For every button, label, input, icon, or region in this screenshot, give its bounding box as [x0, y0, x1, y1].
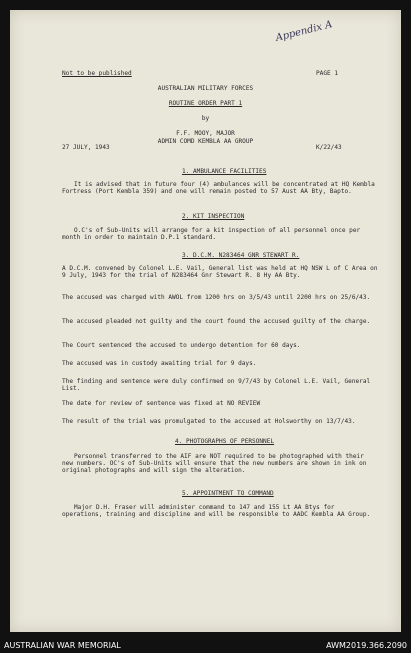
- archive-reference: AWM2019.366.2090: [326, 641, 407, 650]
- section-heading: 1. AMBULANCE FACILITIES: [182, 168, 267, 175]
- section-heading: 4. PHOTOGRAPHS OF PERSONNEL: [175, 438, 275, 445]
- section-paragraph: The date for review of sentence was fixed at NO REVIEW: [62, 400, 261, 407]
- section-paragraph: It is advised that in future four (4) ambulances will be concentrated at HQ Kembla Fortress (Port Kembla 359) and one will remain posted to 57 Aust AA Bty, Bapto.: [62, 181, 375, 196]
- handwritten-annotation: Appendix A: [274, 19, 334, 44]
- archive-footer: [0, 639, 411, 653]
- archive-name: AUSTRALIAN WAR MEMORIAL: [4, 641, 121, 650]
- section-paragraph: O.C's of Sub-Units will arrange for a kit inspection of all personnel once per month in order to maintain D.P.1 standard.: [62, 227, 361, 242]
- restriction-notice: Not to be published: [62, 70, 132, 77]
- heading-force: AUSTRALIAN MILITARY FORCES: [157, 85, 254, 92]
- section-paragraph: The accused pleaded not guilty and the court found the accused guilty of the charge.: [62, 318, 371, 325]
- document-page: [10, 10, 401, 632]
- section-heading: 2. KIT INSPECTION: [182, 213, 245, 220]
- order-reference: K/22/43: [316, 144, 342, 151]
- section-paragraph: The result of the trial was promulgated to the accused at Holsworthy on 13/7/43.: [62, 418, 356, 425]
- issuing-group: ADMIN COMD KEMBLA AA GROUP: [157, 138, 254, 145]
- heading-by: by: [201, 115, 210, 122]
- section-paragraph: The accused was in custody awaiting trial for 9 days.: [62, 360, 257, 367]
- section-paragraph: The accused was charged with AWOL from 1200 hrs on 3/5/43 until 2200 hrs on 25/6/43.: [62, 294, 371, 301]
- section-paragraph: Personnel transferred to the AIF are NOT required to be photographed with their new numbers. OC's of Sub-Units will ensure that the new numbers are shown in ink on original photographs and will sign the alteration.: [62, 453, 367, 475]
- section-paragraph: The finding and sentence were duly confirmed on 9/7/43 by Colonel L.E. Vail, General List.: [62, 378, 371, 393]
- issuing-officer: F.F. MOOY, MAJOR: [176, 130, 235, 137]
- section-heading: 5. APPOINTMENT TO COMMAND: [182, 490, 274, 497]
- section-paragraph: The Court sentenced the accused to undergo detention for 60 days.: [62, 342, 301, 349]
- section-paragraph: A D.C.M. convened by Colonel L.E. Vail, General list was held at HQ NSW L of C Area on 9 July, 1943 for the trial of N283464 Gnr Stewart R. 8 Hy AA Bty.: [62, 265, 378, 280]
- heading-order: ROUTINE ORDER PART 1: [168, 100, 243, 107]
- page-number: PAGE 1: [316, 70, 339, 77]
- order-date: 27 JULY, 1943: [62, 144, 110, 151]
- section-paragraph: Major D.H. Fraser will administer command to 147 and 155 Lt AA Btys for operations, training and discipline and will be responsible to AADC Kembla AA Group.: [62, 504, 371, 519]
- section-heading: 3. D.C.M. N283464 GNR STEWART R.: [182, 252, 300, 259]
